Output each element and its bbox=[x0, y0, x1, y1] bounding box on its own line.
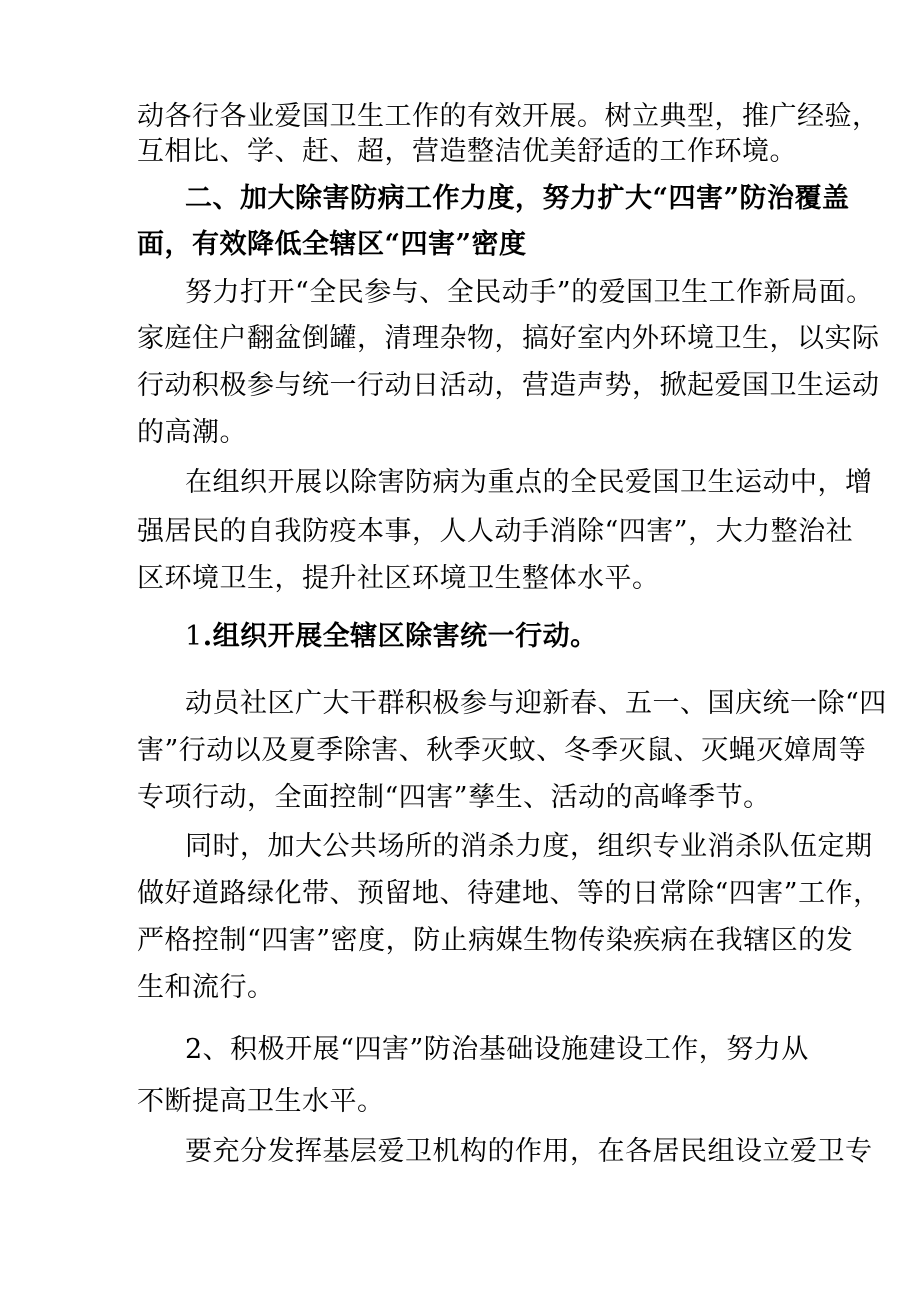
paragraph-line: 行动积极参与统一行动日活动，营造声势，掀起爱国卫生运动 bbox=[137, 370, 880, 401]
section-heading: 二、加大除害防病工作力度，努力扩大“四害”防治覆盖 bbox=[185, 183, 850, 214]
subheading: 不断提高卫生水平。 bbox=[137, 1086, 385, 1117]
paragraph-line: 专项行动，全面控制“四害”孳生、活动的高峰季节。 bbox=[137, 782, 771, 813]
paragraph-line: 生和流行。 bbox=[137, 972, 275, 1003]
paragraph-line: 害”行动以及夏季除害、秋季灭蚊、冬季灭鼠、灭蝇灭嫜周等 bbox=[137, 735, 867, 766]
paragraph-line: 要充分发挥基层爱卫机构的作用，在各居民组设立爱卫专 bbox=[185, 1136, 873, 1167]
paragraph-line: 家庭住户翻盆倒罐，清理杂物，搞好室内外环境卫生，以实际 bbox=[137, 323, 880, 354]
paragraph-line: 在组织开展以除害防病为重点的全民爱国卫生运动中，增 bbox=[185, 467, 873, 498]
section-heading: 面，有效降低全辖区“四害”密度 bbox=[137, 229, 527, 260]
paragraph-line: 的高潮。 bbox=[137, 417, 247, 448]
paragraph-line: 动各行各业爱国卫生工作的有效开展。树立典型，推广经验， bbox=[137, 101, 880, 132]
paragraph-line: 同时，加大公共场所的消杀力度，组织专业消杀队伍定期 bbox=[185, 831, 873, 862]
subheading-text: .组织开展全辖区除害统一行动。 bbox=[202, 621, 598, 652]
subheading bbox=[185, 620, 598, 654]
paragraph-line: 强居民的自我防疫本事，人人动手消除“四害”，大力整治社 bbox=[137, 516, 854, 547]
subheading: 2、积极开展“四害”防治基础设施建设工作，努力从 bbox=[185, 1034, 809, 1065]
paragraph-line: 区环境卫生，提升社区环境卫生整体水平。 bbox=[137, 563, 660, 594]
paragraph-line: 互相比、学、赶、超，营造整洁优美舒适的工作环境。 bbox=[137, 136, 797, 167]
paragraph-line: 动员社区广大干群积极参与迎新春、五一、国庆统一除“四 bbox=[185, 688, 887, 719]
subheading-number: 1 bbox=[185, 621, 203, 652]
paragraph-line: 做好道路绿化带、预留地、待建地、等的日常除“四害”工作， bbox=[137, 878, 881, 909]
paragraph-line: 努力打开“全民参与、全民动手”的爱国卫生工作新局面。 bbox=[185, 277, 874, 308]
paragraph-line: 严格控制“四害”密度，防止病媒生物传染疾病在我辖区的发 bbox=[137, 925, 854, 956]
